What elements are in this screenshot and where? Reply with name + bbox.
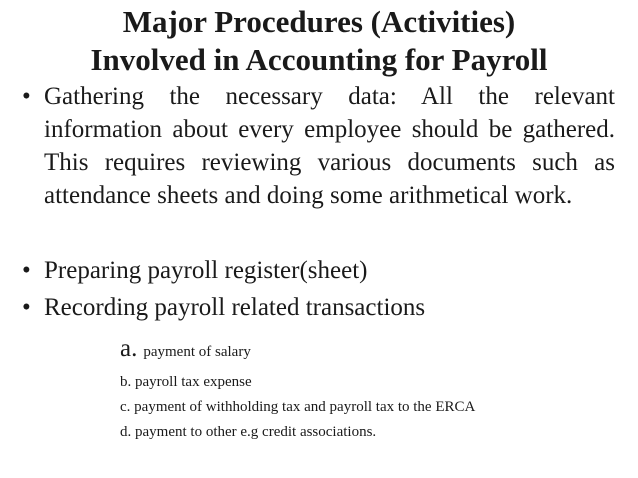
bullet-recording-transactions bbox=[22, 291, 615, 324]
bullet-dot-icon: • bbox=[22, 257, 31, 284]
sub-item-payment-of-salary bbox=[120, 335, 251, 362]
bullet-dot-icon: • bbox=[22, 83, 31, 110]
bullet-payroll-register bbox=[22, 254, 615, 287]
slide-title-line-1: Major Procedures (Activities) bbox=[122, 4, 516, 39]
bullet-text: Recording payroll related transactions bbox=[44, 294, 426, 321]
sub-item-withholding-tax: c. payment of withholding tax and payroll tax to the ERCA bbox=[120, 399, 476, 415]
sub-item-credit-associations: d. payment to other e.g credit associations. bbox=[120, 424, 377, 440]
sub-item-text: payment of salary bbox=[143, 344, 251, 360]
bullet-text: Gathering the necessary data: All the relevant information about every employee should be gathered. This requires reviewing various documents such as attendance sheets and doing some arithmetical work. bbox=[44, 83, 615, 209]
sub-item-letter: a. bbox=[120, 335, 138, 362]
bullet-dot-icon: • bbox=[22, 294, 31, 321]
bullet-gathering-data bbox=[22, 80, 615, 212]
bullet-text: Preparing payroll register(sheet) bbox=[44, 257, 368, 284]
sub-item-payroll-tax-expense: b. payroll tax expense bbox=[120, 374, 252, 390]
slide-title-line-2: Involved in Accounting for Payroll bbox=[90, 42, 548, 77]
